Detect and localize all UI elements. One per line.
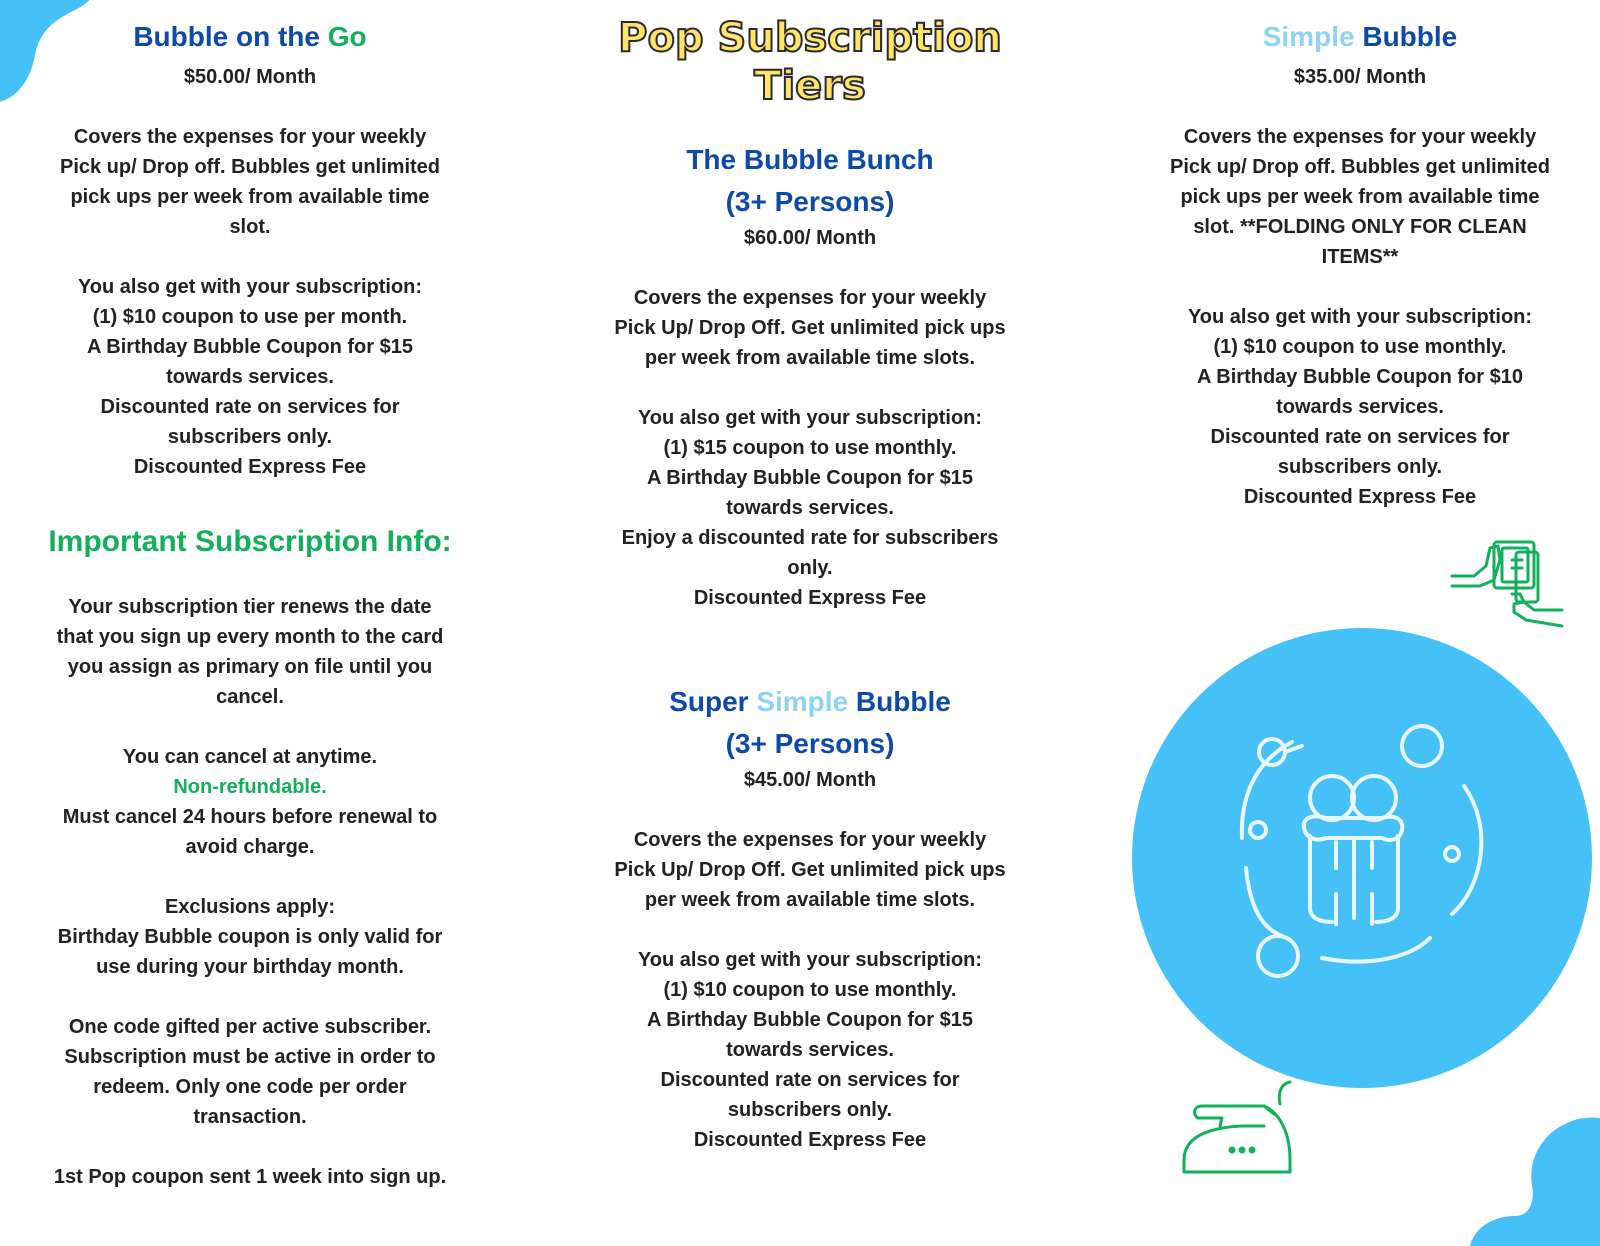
important-info-heading: Important Subscription Info: [48, 525, 452, 558]
perk-line: A Birthday Bubble Coupon for $15 [647, 1009, 973, 1031]
info-line: redeem. Only one code per order [93, 1076, 407, 1098]
info-line: Must cancel 24 hours before renewal to [62, 806, 438, 828]
description-line: per week from available time slots. [644, 347, 976, 369]
perk-line: subscribers only. [1277, 456, 1443, 478]
renewal-info [30, 592, 470, 712]
description-line: per week from available time slots. [644, 889, 976, 911]
tier-price: $35.00/ Month [1293, 66, 1427, 88]
perk-line: Discounted rate on services for [1210, 426, 1510, 448]
perk-line: Discounted Express Fee [133, 456, 367, 478]
description-line: Covers the expenses for your weekly [633, 287, 987, 309]
perk-line: only. [787, 557, 833, 579]
perk-line: You also get with your subscription: [637, 949, 983, 971]
info-line: Birthday Bubble coupon is only valid for [57, 926, 443, 948]
perk-line: Enjoy a discounted rate for subscribers [621, 527, 999, 549]
perk-line: (1) $15 coupon to use monthly. [663, 437, 957, 459]
tier-title-part2: Go [327, 21, 367, 52]
exclusions-info [30, 892, 470, 982]
tier-title-part1: Simple [1262, 21, 1355, 52]
perk-line: You also get with your subscription: [637, 407, 983, 429]
tier-price: $60.00/ Month [743, 227, 877, 249]
page-title-line2: Tiers [754, 63, 866, 109]
tier-perks [1130, 302, 1590, 512]
description-line: pick ups per week from available time [70, 186, 430, 208]
perk-line: (1) $10 coupon to use per month. [92, 306, 408, 328]
first-coupon-note: 1st Pop coupon sent 1 week into sign up. [53, 1166, 447, 1188]
perk-line: (1) $10 coupon to use monthly. [1213, 336, 1507, 358]
cancel-info [30, 742, 470, 862]
description-line: Pick Up/ Drop Off. Get unlimited pick ups [614, 859, 1006, 881]
info-line: You can cancel at anytime. [122, 746, 378, 768]
description-line: Covers the expenses for your weekly [73, 126, 427, 148]
perk-line: (1) $10 coupon to use monthly. [663, 979, 957, 1001]
perk-line: A Birthday Bubble Coupon for $15 [87, 336, 413, 358]
left-column [30, 16, 470, 1192]
family-bubbles-icon [1232, 718, 1512, 1008]
perk-line: A Birthday Bubble Coupon for $15 [647, 467, 973, 489]
tier-title-bubble-on-the-go [30, 16, 470, 58]
iron-icon [1182, 1080, 1298, 1178]
tier-title-super-simple-bubble [580, 681, 1040, 723]
middle-column [580, 139, 1040, 1155]
perk-line: Discounted Express Fee [693, 587, 927, 609]
perk-line: Discounted rate on services for [100, 396, 400, 418]
non-refundable-note: Non-refundable. [173, 776, 327, 798]
tier-description [580, 283, 1040, 373]
info-line: that you sign up every month to the card [56, 626, 444, 648]
perk-line: You also get with your subscription: [77, 276, 423, 298]
info-line: you assign as primary on file until you [67, 656, 433, 678]
info-line: Exclusions apply: [164, 896, 336, 918]
perk-line: A Birthday Bubble Coupon for $10 [1197, 366, 1523, 388]
tier-subtitle-persons: (3+ Persons) [725, 728, 895, 759]
info-line: avoid charge. [185, 836, 315, 858]
tier-perks [30, 272, 470, 482]
info-line: Your subscription tier renews the date [68, 596, 432, 618]
info-line: Subscription must be active in order to [64, 1046, 436, 1068]
tier-price: $45.00/ Month [743, 769, 877, 791]
tier-title-part2: Simple [756, 686, 849, 717]
info-line: cancel. [216, 686, 284, 708]
tier-title-simple-bubble [1130, 16, 1590, 58]
tier-title-part1: Bubble on the [133, 21, 328, 52]
perk-line: towards services. [166, 366, 334, 388]
code-info [30, 1012, 470, 1132]
page-title [590, 14, 1030, 110]
corner-blob-bottom-right [1470, 1106, 1600, 1246]
description-line: slot. [229, 216, 271, 238]
tier-description [580, 825, 1040, 915]
tier-subtitle-persons: (3+ Persons) [725, 186, 895, 217]
perk-line: towards services. [1276, 396, 1444, 418]
description-line: Pick up/ Drop off. Bubbles get unlimited [59, 156, 440, 178]
tier-title-part3: Bubble [848, 686, 951, 717]
description-line: Pick up/ Drop off. Bubbles get unlimited [1169, 156, 1550, 178]
tier-perks [580, 945, 1040, 1155]
description-line: ITEMS** [1321, 246, 1399, 268]
perk-line: subscribers only. [167, 426, 333, 448]
perk-line: Discounted rate on services for [660, 1069, 960, 1091]
perk-line: towards services. [726, 1039, 894, 1061]
tier-title-part1: Super [669, 686, 757, 717]
page-title-line1: Pop Subscription [618, 15, 1002, 61]
info-line: use during your birthday month. [96, 956, 404, 978]
tier-price: $50.00/ Month [183, 66, 317, 88]
tier-title-bubble-bunch: The Bubble Bunch [686, 144, 934, 175]
tier-title-part2: Bubble [1354, 21, 1458, 52]
tier-perks [580, 403, 1040, 613]
hand-payment-icon [1450, 540, 1564, 636]
right-column [1130, 16, 1590, 512]
description-line: Covers the expenses for your weekly [1183, 126, 1537, 148]
perk-line: subscribers only. [727, 1099, 893, 1121]
perk-line: Discounted Express Fee [693, 1129, 927, 1151]
description-line: pick ups per week from available time [1180, 186, 1540, 208]
description-line: Covers the expenses for your weekly [633, 829, 987, 851]
info-line: transaction. [193, 1106, 307, 1128]
description-line: slot. **FOLDING ONLY FOR CLEAN [1193, 216, 1527, 238]
perk-line: towards services. [726, 497, 894, 519]
tier-description [1130, 122, 1590, 272]
info-line: One code gifted per active subscriber. [68, 1016, 432, 1038]
tier-description [30, 122, 470, 242]
perk-line: Discounted Express Fee [1243, 486, 1477, 508]
perk-line: You also get with your subscription: [1187, 306, 1533, 328]
description-line: Pick Up/ Drop Off. Get unlimited pick ups [614, 317, 1006, 339]
